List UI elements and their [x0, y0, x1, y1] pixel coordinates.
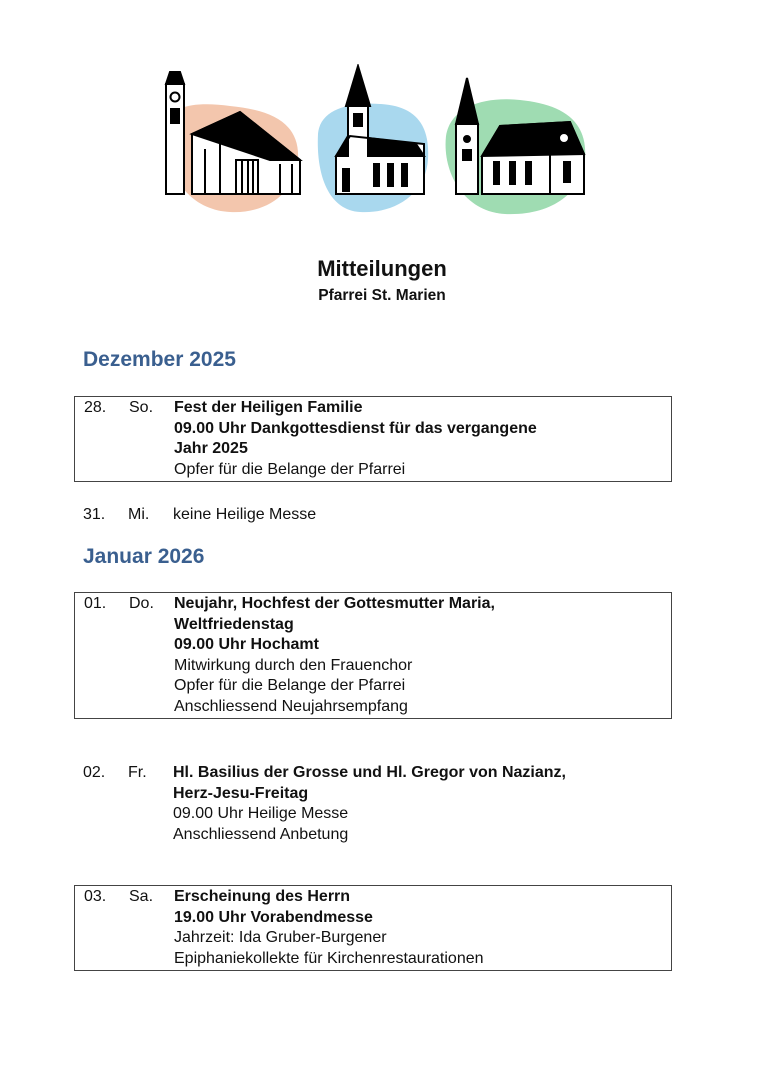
event-entry — [74, 762, 672, 846]
tower-church-icon — [456, 78, 584, 194]
entry-date-number: 01. — [84, 595, 107, 612]
entry-date-number: 28. — [84, 399, 107, 416]
entry-line: Jahr 2025 — [174, 440, 248, 457]
entry-weekday: Sa. — [129, 888, 154, 905]
entry-line: Anschliessend Anbetung — [173, 825, 349, 843]
entry-line: Erscheinung des Herrn — [174, 888, 351, 905]
entry-date-number: 31. — [83, 506, 106, 523]
entry-line: 19.00 Uhr Vorabendmesse — [174, 908, 373, 926]
entry-weekday: Fr. — [128, 764, 147, 781]
entry-line: Anschliessend Neujahrsempfang — [174, 697, 408, 715]
entry-weekday: So. — [129, 399, 154, 416]
entry-line: Hl. Basilius der Grosse und Hl. Gregor von Nazianz, — [173, 764, 566, 781]
entry-line: Fest der Heiligen Familie — [174, 399, 363, 416]
entry-date-number: 03. — [84, 888, 107, 905]
entry-date-number: 02. — [83, 764, 106, 781]
entry-line: keine Heilige Messe — [173, 506, 317, 523]
entry-weekday: Do. — [129, 595, 154, 612]
entry-line: Herz-Jesu-Freitag — [173, 784, 309, 802]
event-entry — [74, 504, 672, 527]
entry-line: Jahrzeit: Ida Gruber-Burgener — [174, 929, 387, 946]
event-entry — [74, 592, 672, 719]
entry-line: Weltfriedenstag — [174, 615, 294, 633]
entry-line: Opfer für die Belange der Pfarrei — [174, 677, 406, 694]
entry-line: Epiphaniekollekte für Kirchenrestaurationen — [174, 949, 484, 967]
entry-line: 09.00 Uhr Hochamt — [174, 636, 319, 653]
month-heading-january: Januar 2026 — [83, 545, 205, 568]
event-entry — [74, 885, 672, 971]
entry-line: Neujahr, Hochfest der Gottesmutter Maria, — [174, 595, 495, 612]
month-heading-december: Dezember 2025 — [83, 348, 236, 371]
entry-line: Opfer für die Belange der Pfarrei — [174, 460, 406, 478]
page-subtitle: Pfarrei St. Marien — [318, 287, 446, 304]
entry-line: 09.00 Uhr Heilige Messe — [173, 805, 349, 822]
entry-weekday: Mi. — [128, 506, 150, 523]
entry-line: Mitwirkung durch den Frauenchor — [174, 656, 413, 674]
event-entry — [74, 396, 672, 482]
entry-line: 09.00 Uhr Dankgottesdienst für das vergangene — [174, 419, 537, 437]
parish-churches-logo — [160, 64, 590, 219]
page-title: Mitteilungen — [317, 256, 447, 281]
